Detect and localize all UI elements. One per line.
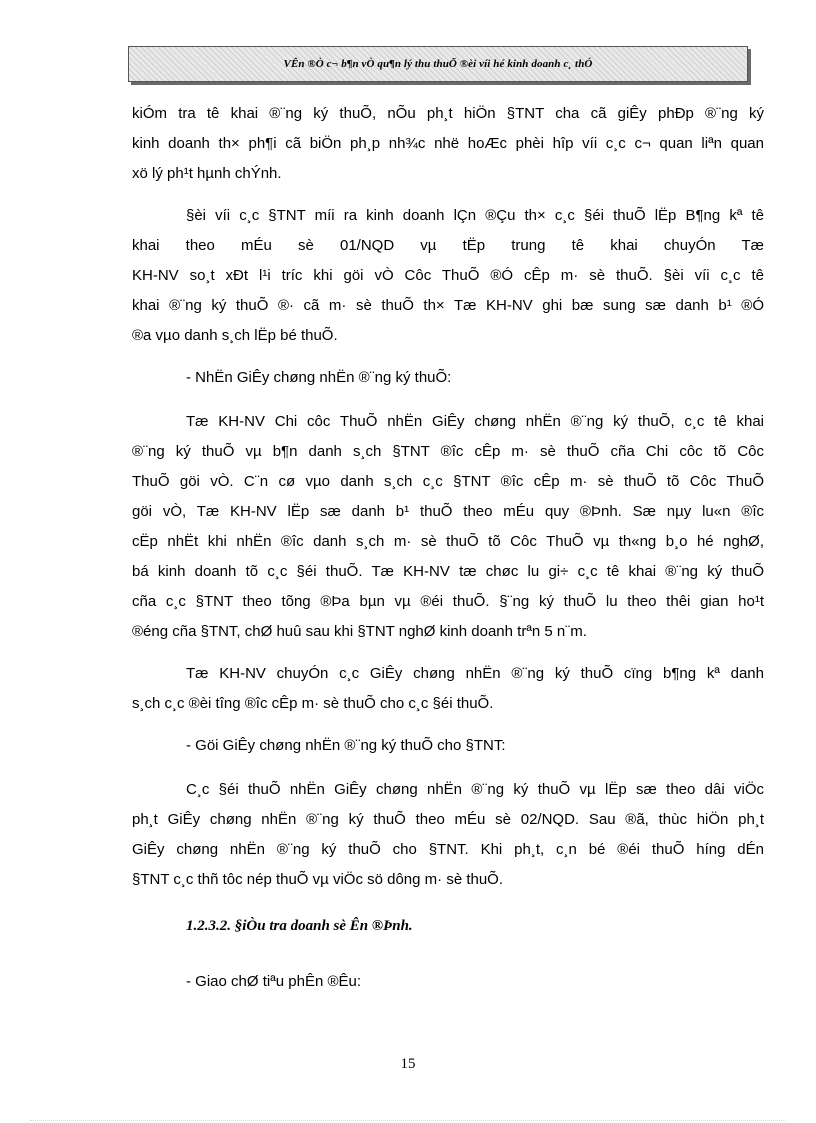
text-line: ®¨ng ký thuÕ vµ b¶n danh s¸ch §TNT ®îc cÊp m· sè thuÕ cña Chi côc tõ Côc <box>132 443 764 460</box>
text-line: Tæ KH-NV Chi côc ThuÕ nhËn GiÊy chøng nhËn ®¨ng ký thuÕ, c¸c tê khai <box>186 413 764 430</box>
text-line: cËp nhËt khi nhËn ®îc danh s¸ch m· sè thuÕ tõ Côc ThuÕ vµ th«ng b¸o hé nghØ, <box>132 533 764 550</box>
text-line: KH-NV so¸t xÐt l¹i tríc khi göi vÒ Côc ThuÕ ®Ó cÊp m· sè thuÕ. §èi víi c¸c tê <box>132 267 764 284</box>
text-line: kinh doanh th× ph¶i cã biÖn ph¸p nh¾c nhë hoÆc phèi hîp víi c¸c c¬ quan liªn quan <box>132 135 764 152</box>
page-number: 15 <box>400 1056 416 1072</box>
text-line: Tæ KH-NV chuyÓn c¸c GiÊy chøng nhËn ®¨ng ký thuÕ cïng b¶ng kª danh <box>186 665 764 682</box>
text-line: cña c¸c §TNT theo tõng ®Þa bµn vµ ®éi thuÕ. §¨ng ký thuÕ lu theo thêi gian ho¹t <box>132 593 764 610</box>
text-line: - Giao chØ tiªu phÊn ®Êu: <box>186 973 362 990</box>
text-line: GiÊy chøng nhËn ®¨ng ký thuÕ cho §TNT. Khi ph¸t, c¸n bé ®éi thuÕ híng dÉn <box>132 841 764 858</box>
running-header <box>128 46 748 82</box>
text-line: ®a vµo danh s¸ch lËp bé thuÕ. <box>132 327 338 344</box>
text-line: khai theo mÉu sè 01/NQD vµ tËp trung tê khai chuyÓn Tæ <box>132 237 764 254</box>
text-line: ph¸t GiÊy chøng nhËn ®¨ng ký thuÕ theo mÉu sè 02/NQD. Sau ®ã, thùc hiÖn ph¸t <box>132 811 764 828</box>
text-line: §TNT c¸c thñ tôc nép thuÕ vµ viÖc sö dông m· sè thuÕ. <box>132 871 504 888</box>
text-line: ThuÕ göi vÒ. C¨n cø vµo danh s¸ch c¸c §TNT ®îc cÊp m· sè thuÕ tõ Côc ThuÕ <box>132 473 764 490</box>
text-line: ®éng cña §TNT, chØ huû sau khi §TNT nghØ kinh doanh trªn 5 n¨m. <box>132 623 587 640</box>
text-line: s¸ch c¸c ®èi tîng ®îc cÊp m· sè thuÕ cho c¸c §éi thuÕ. <box>132 695 494 712</box>
text-line: göi vÒ, Tæ KH-NV lËp sæ danh b¹ thuÕ theo mÉu quy ®Þnh. Sæ nµy lu«n ®îc <box>132 503 764 520</box>
text-line: C¸c §éi thuÕ nhËn GiÊy chøng nhËn ®¨ng ký thuÕ vµ lËp sæ theo dâi viÖc <box>186 781 764 798</box>
section-heading: 1.2.3.2. §iÒu tra doanh sè Ên ®Þnh. <box>186 918 413 934</box>
text-line: - Göi GiÊy chøng nhËn ®¨ng ký thuÕ cho §TNT: <box>186 737 506 754</box>
text-line: bá kinh doanh tõ c¸c §éi thuÕ. Tæ KH-NV tæ chøc lu gi÷ c¸c tê khai ®¨ng ký thuÕ <box>132 563 764 580</box>
text-line: khai ®¨ng ký thuÕ ®· cã m· sè thuÕ th× Tæ KH-NV ghi bæ sung sæ danh b¹ ®Ó <box>132 297 764 314</box>
text-line: §èi víi c¸c §TNT míi ra kinh doanh lÇn ®Çu th× c¸c §éi thuÕ lËp B¶ng kª tê <box>186 207 764 224</box>
text-line: xö lý ph¹t hµnh chÝnh. <box>132 165 282 182</box>
text-line: - NhËn GiÊy chøng nhËn ®¨ng ký thuÕ: <box>186 369 452 386</box>
page-bottom-divider <box>30 1120 786 1121</box>
running-header-title: VÊn ®Ò c¬ b¶n vÒ qu¶n lý thu thuÕ ®èi víi hé kinh doanh c¸ thÓ <box>283 58 593 70</box>
text-line: kiÓm tra tê khai ®¨ng ký thuÕ, nÕu ph¸t hiÖn §TNT cha cã giÊy phÐp ®¨ng ký <box>132 105 764 122</box>
